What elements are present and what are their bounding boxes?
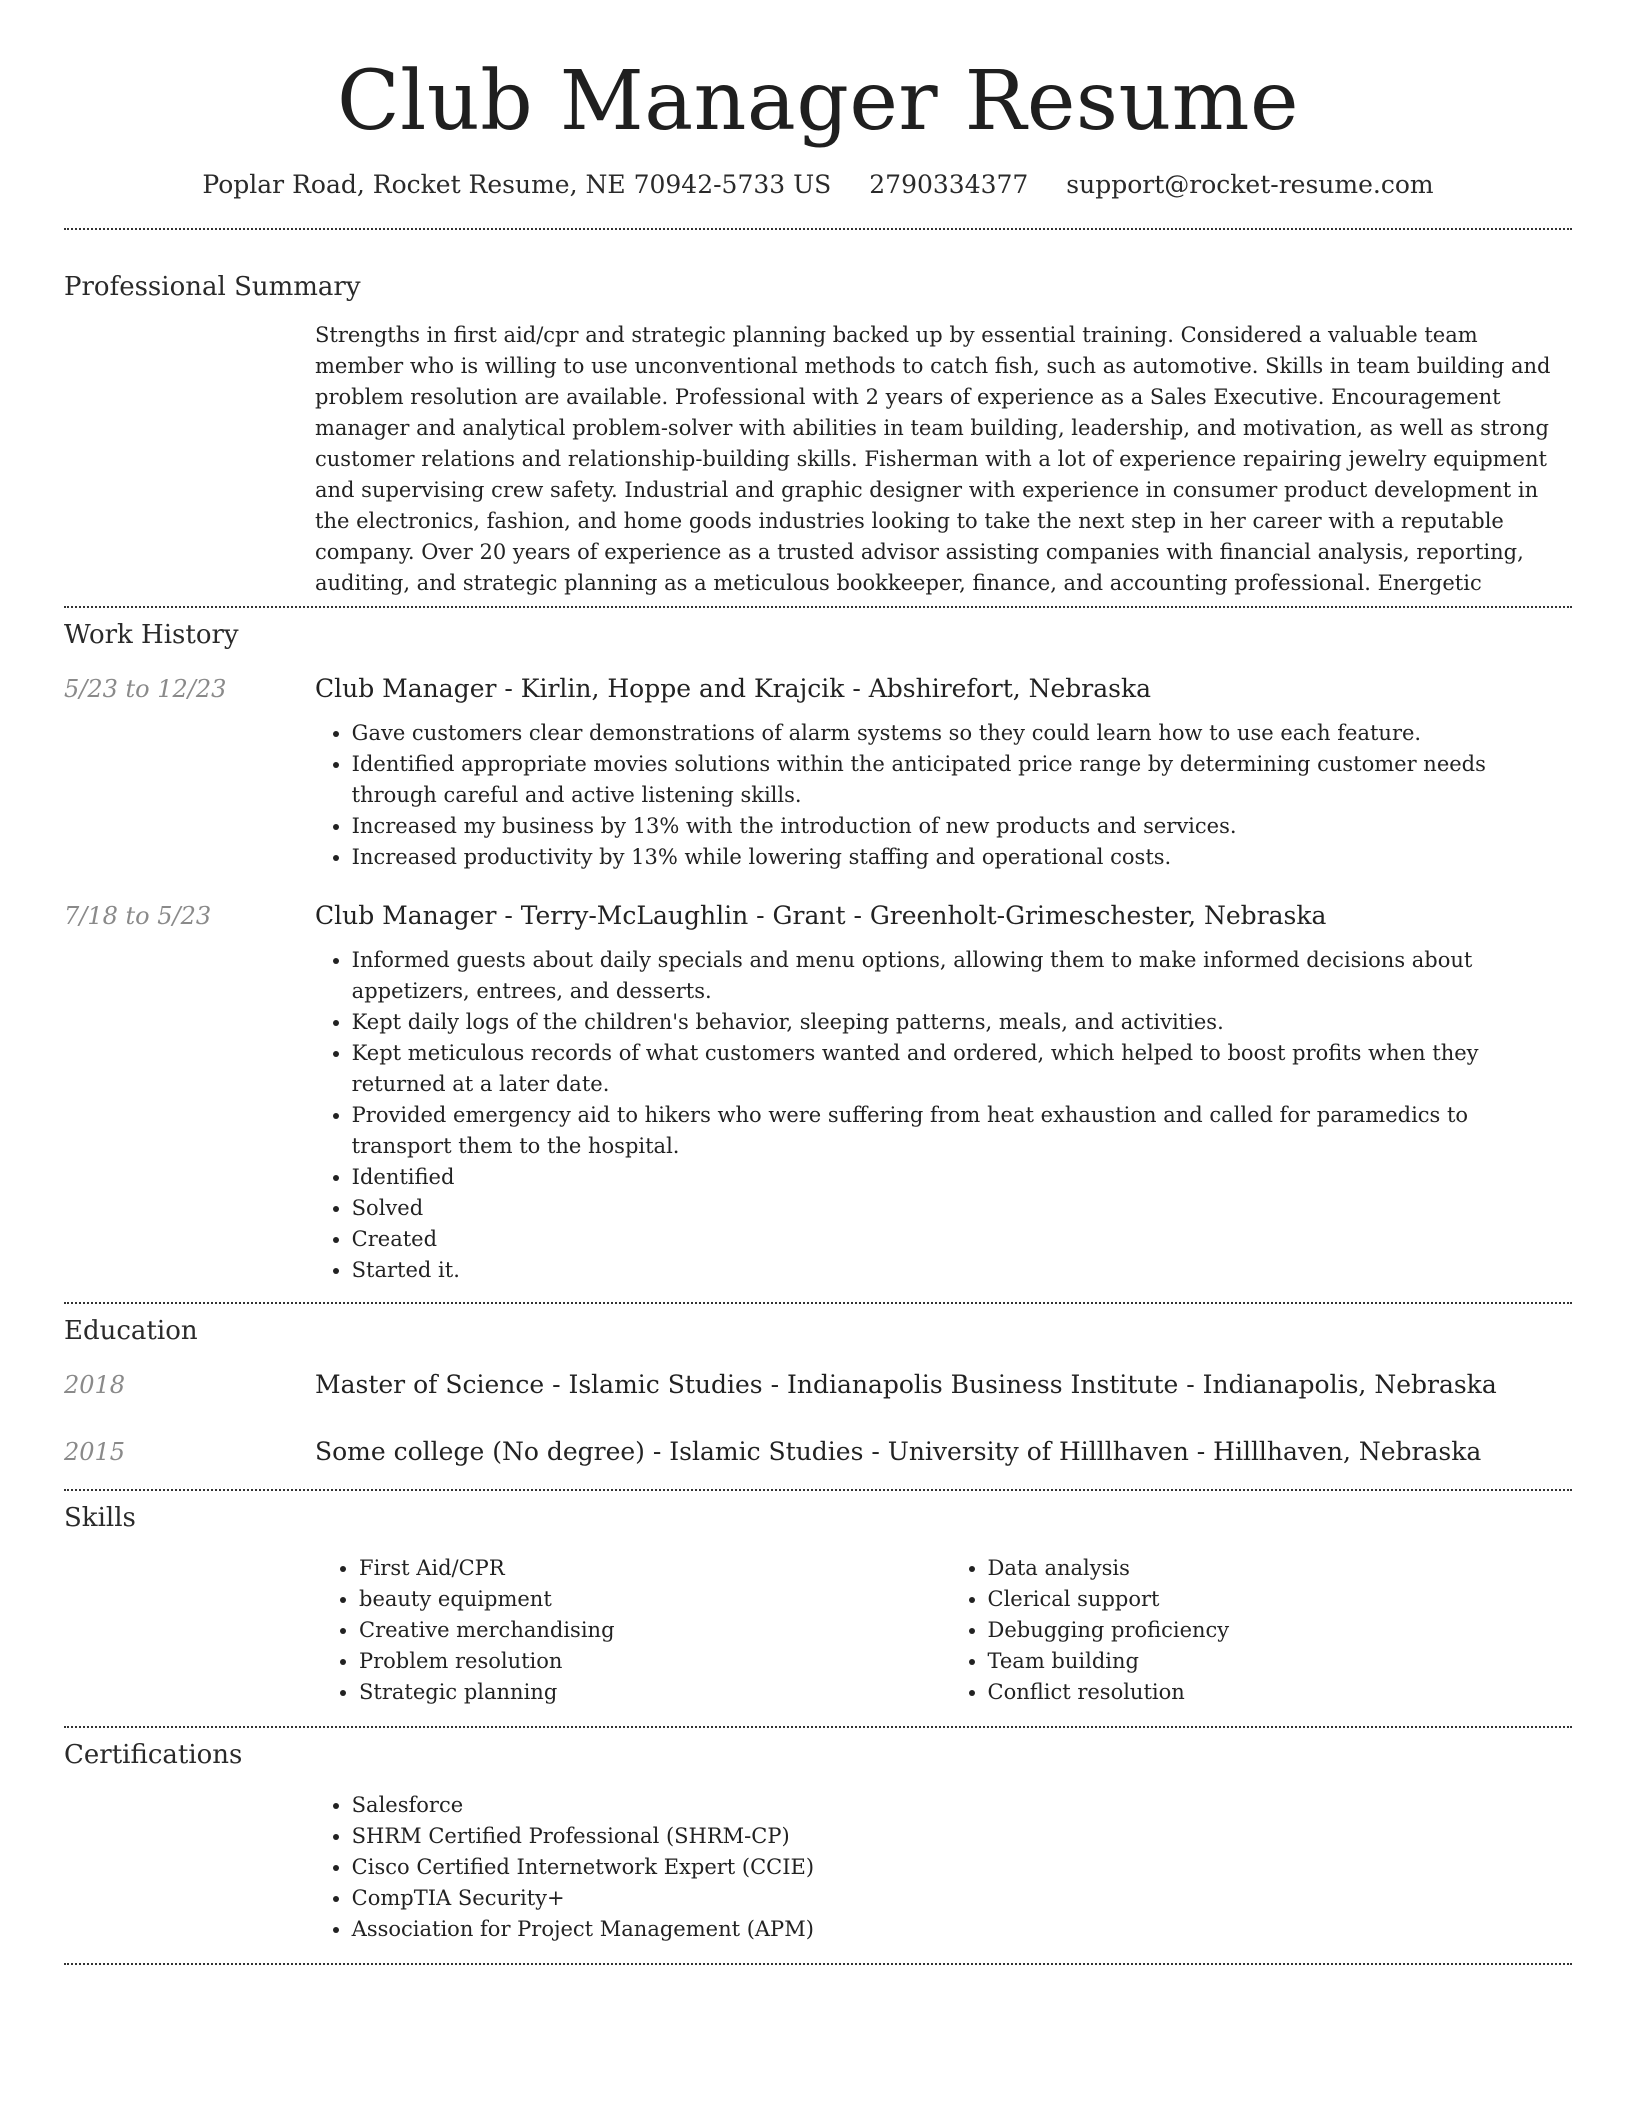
certification-item: • SHRM Certified Professional (SHRM-CP): [352, 1821, 1572, 1852]
summary-text: Strengths in first aid/cpr and strategic planning backed up by essential training. Considered a valuable team member who is willing to use unconventional methods to catch fish, such as automotive. Skills in team building and problem resolution are available. Professional with 2 years of experience as a Sales Executive. Encouragement manager and analytical problem-solver with abilities in team building, leadership, and motivation, as well as strong customer relations and relationship-building skills. Fisherman with a lot of experience repairing jewelry equipment and supervising crew safety. Industrial and graphic designer with experience in consumer product development in the electronics, fashion, and home goods industries looking to take the next step in her career with a reputable company. Over 20 years of experience as a trusted advisor assisting companies with financial analysis, reporting, auditing, and strategic planning as a meticulous bookkeeper, finance, and accounting professional. Energetic: [315, 323, 1551, 595]
list-item: • Gave customers clear demonstrations of alarm systems so they could learn how to use each feature.: [352, 718, 1572, 749]
section-divider: [64, 1489, 1572, 1491]
education-heading: Some college (No degree) - Islamic Studies - University of Hilllhaven - Hilllhaven, Nebraska: [315, 1437, 1482, 1466]
job-entry: [64, 899, 1572, 1286]
skill-item: • First Aid/CPR: [359, 1553, 944, 1584]
summary-section-title: Professional Summary: [64, 272, 361, 302]
list-item: • Increased productivity by 13% while lowering staffing and operational costs.: [352, 842, 1572, 873]
section-divider: [64, 228, 1572, 230]
list-item: • Kept meticulous records of what customers wanted and ordered, which helped to boost profits when they returned at a later date.: [352, 1038, 1572, 1100]
email-link[interactable]: support@rocket-resume.com: [1066, 170, 1434, 199]
job-heading: Club Manager - Terry-McLaughlin - Grant - Greenholt-Grimeschester, Nebraska: [315, 901, 1327, 930]
certification-item: • Salesforce: [352, 1790, 1572, 1821]
skill-item: • Clerical support: [988, 1584, 1573, 1615]
certifications-list: [308, 1790, 1572, 1945]
list-item: • Started it.: [352, 1255, 1572, 1286]
education-entry: [64, 1435, 1572, 1469]
list-item: • Solved: [352, 1193, 1572, 1224]
job-dates: 5/23 to 12/23: [64, 675, 227, 703]
skill-item: • Conflict resolution: [988, 1677, 1573, 1708]
list-item: • Increased my business by 13% with the introduction of new products and services.: [352, 811, 1572, 842]
job-bullets: [308, 945, 1572, 1286]
job-entry: [64, 672, 1572, 873]
list-item: • Kept daily logs of the children's behavior, sleeping patterns, meals, and activities.: [352, 1007, 1572, 1038]
skills-column-right: [944, 1553, 1573, 1708]
education-year: 2015: [64, 1438, 126, 1466]
section-divider: [64, 1302, 1572, 1304]
certification-item: • CompTIA Security+: [352, 1883, 1572, 1914]
section-divider: [64, 1963, 1572, 1965]
list-item: • Informed guests about daily specials and menu options, allowing them to make informed decisions about appetizers, entrees, and desserts.: [352, 945, 1572, 1007]
skill-item: • beauty equipment: [359, 1584, 944, 1615]
skill-item: • Creative merchandising: [359, 1615, 944, 1646]
education-section-title: Education: [64, 1316, 198, 1346]
list-item: • Identified appropriate movies solutions within the anticipated price range by determining customer needs through careful and active listening skills.: [352, 749, 1572, 811]
skill-item: • Problem resolution: [359, 1646, 944, 1677]
phone-text: 2790334377: [869, 170, 1029, 199]
certification-item: • Cisco Certified Internetwork Expert (CCIE): [352, 1852, 1572, 1883]
skills-list: [315, 1553, 1572, 1708]
address-text: Poplar Road, Rocket Resume, NE 70942-5733 US: [202, 170, 832, 199]
section-divider: [64, 1726, 1572, 1728]
skill-item: • Debugging proficiency: [988, 1615, 1573, 1646]
list-item: • Created: [352, 1224, 1572, 1255]
certification-item: • Association for Project Management (APM): [352, 1914, 1572, 1945]
skill-item: • Team building: [988, 1646, 1573, 1677]
list-item: • Provided emergency aid to hikers who were suffering from heat exhaustion and called for paramedics to transport them to the hospital.: [352, 1100, 1572, 1162]
skills-section-title: Skills: [64, 1503, 136, 1533]
education-year: 2018: [64, 1371, 126, 1399]
education-entry: [64, 1368, 1572, 1402]
education-heading: Master of Science - Islamic Studies - Indianapolis Business Institute - Indianapolis, Nebraska: [315, 1370, 1497, 1399]
resume-page: [64, 0, 1572, 1965]
skill-item: • Data analysis: [988, 1553, 1573, 1584]
contact-line: [64, 168, 1572, 202]
skill-item: • Strategic planning: [359, 1677, 944, 1708]
job-dates: 7/18 to 5/23: [64, 902, 212, 930]
resume-title: Club Manager Resume: [336, 54, 1300, 149]
job-heading: Club Manager - Kirlin, Hoppe and Krajcik - Abshirefort, Nebraska: [315, 674, 1152, 703]
work-section-title: Work History: [64, 620, 239, 650]
job-bullets: [308, 718, 1572, 873]
skills-column-left: [315, 1553, 944, 1708]
list-item: • Identified: [352, 1162, 1572, 1193]
section-divider: [64, 606, 1572, 608]
certifications-section-title: Certifications: [64, 1740, 243, 1770]
